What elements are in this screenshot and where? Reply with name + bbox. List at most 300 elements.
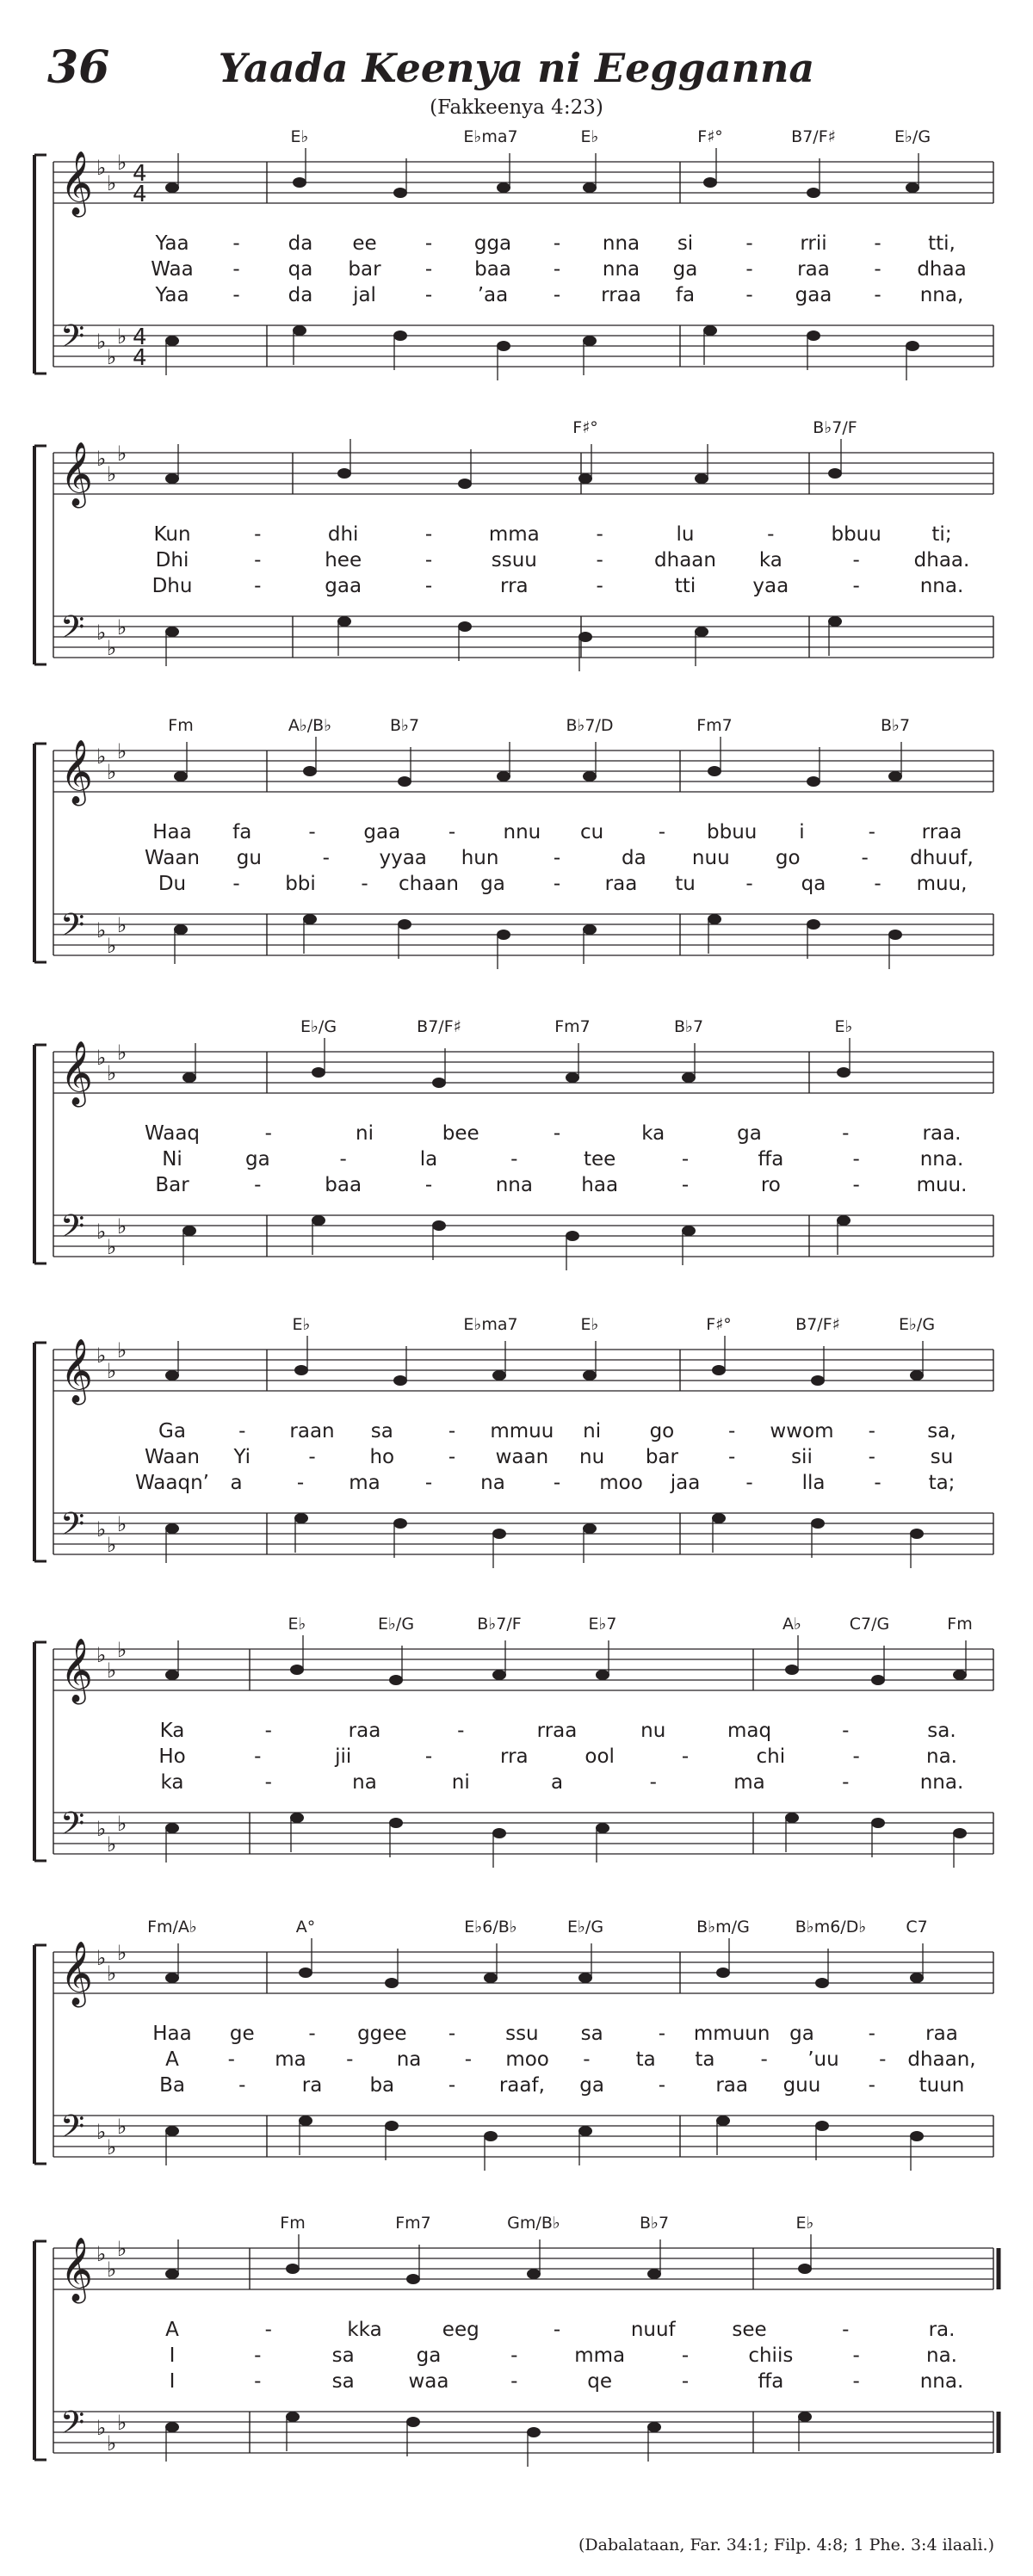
lyric-syllable: ro bbox=[760, 1174, 781, 1196]
treble-note bbox=[807, 776, 820, 787]
lyric-syllable: Ga bbox=[158, 1420, 186, 1442]
lyric-syllable: ni bbox=[356, 1122, 374, 1145]
lyric-syllable: cu bbox=[580, 821, 604, 843]
chord-symbol: B♭m6/D♭ bbox=[795, 1918, 867, 1937]
lyric-syllable: nu bbox=[579, 1446, 605, 1468]
bass-note bbox=[712, 1513, 726, 1523]
lyric-syllable: tee bbox=[583, 1148, 616, 1171]
bass-note bbox=[871, 1818, 885, 1828]
bass-note bbox=[286, 2412, 300, 2422]
key-signature-flat: ♭ bbox=[107, 760, 117, 784]
lyric-syllable: dhi bbox=[327, 523, 359, 546]
lyric-syllable: ka bbox=[160, 1771, 184, 1794]
chord-symbol: B♭7 bbox=[880, 716, 911, 735]
lyric-syllable: ’aa bbox=[477, 284, 509, 306]
lyric-syllable: sa. bbox=[927, 1720, 956, 1742]
lyric-hyphen: - bbox=[464, 2048, 472, 2071]
lyric-hyphen: - bbox=[874, 284, 881, 306]
bass-note bbox=[682, 1226, 696, 1236]
treble-note bbox=[497, 771, 510, 781]
lyric-hyphen: - bbox=[424, 1745, 433, 1768]
bass-note bbox=[393, 330, 407, 341]
lyric-hyphen: - bbox=[681, 1148, 690, 1171]
lyric-syllable: nna bbox=[602, 232, 640, 255]
treble-note bbox=[165, 1973, 179, 1983]
lyric-syllable: mmuun bbox=[693, 2023, 770, 2045]
lyric-hyphen: - bbox=[842, 1122, 850, 1145]
chord-symbol: B♭m/G bbox=[696, 1918, 750, 1937]
treble-note bbox=[293, 177, 306, 188]
treble-note bbox=[695, 473, 708, 484]
lyric-hyphen: - bbox=[232, 232, 240, 255]
key-signature-flat: ♭ bbox=[117, 615, 127, 639]
lyric-syllable: tu bbox=[675, 873, 696, 895]
chord-symbol: B7/F♯ bbox=[791, 127, 836, 146]
treble-note bbox=[828, 468, 842, 479]
lyric-hyphen: - bbox=[852, 2344, 860, 2367]
bass-clef: 𝄢 bbox=[60, 2109, 85, 2153]
chord-symbol: B♭7/F bbox=[813, 418, 857, 437]
lyric-syllable: raa bbox=[715, 2074, 748, 2097]
staff-system bbox=[0, 733, 1033, 1009]
treble-note bbox=[389, 1675, 403, 1685]
lyric-syllable: bbi bbox=[285, 873, 316, 895]
treble-note bbox=[910, 1370, 924, 1381]
lyric-syllable: Du bbox=[158, 873, 187, 895]
chord-symbol: Fm/A♭ bbox=[147, 1918, 197, 1937]
key-signature-flat: ♭ bbox=[96, 918, 107, 942]
bass-note bbox=[583, 336, 597, 346]
lyric-syllable: nna. bbox=[919, 2370, 964, 2393]
chord-symbol: A♭ bbox=[782, 1615, 801, 1634]
lyric-hyphen: - bbox=[596, 575, 603, 597]
treble-clef: 𝄞 bbox=[60, 1639, 93, 1702]
bass-note bbox=[458, 621, 472, 632]
chord-symbol: Gm/B♭ bbox=[507, 2214, 560, 2233]
chord-symbol: C7/G bbox=[849, 1615, 890, 1634]
lyric-syllable: jal bbox=[353, 284, 376, 306]
treble-note bbox=[578, 1973, 592, 1983]
bass-note bbox=[293, 325, 306, 336]
lyric-hyphen: - bbox=[339, 1148, 347, 1171]
bass-note bbox=[785, 1813, 799, 1823]
key-signature-flat: ♭ bbox=[96, 1517, 107, 1541]
key-signature-flat: ♭ bbox=[96, 1643, 107, 1667]
time-signature: 4 bbox=[133, 182, 147, 207]
bass-note bbox=[174, 924, 188, 935]
lyric-syllable: na bbox=[352, 1771, 377, 1794]
lyric-syllable: ga bbox=[672, 258, 698, 281]
lyric-syllable: ssu bbox=[505, 2023, 539, 2045]
lyric-syllable: lu bbox=[676, 523, 695, 546]
lyric-hyphen: - bbox=[868, 1446, 875, 1468]
key-signature-flat: ♭ bbox=[96, 621, 107, 645]
lyric-syllable: waan bbox=[495, 1446, 549, 1468]
lyric-syllable: tti bbox=[674, 575, 696, 597]
hymn-title: Yaada Keenya ni Eegganna bbox=[218, 45, 815, 91]
lyric-hyphen: - bbox=[596, 523, 603, 546]
lyric-syllable: Kun bbox=[153, 523, 191, 546]
treble-note bbox=[716, 1968, 730, 1978]
lyric-hyphen: - bbox=[264, 2319, 272, 2341]
bass-note bbox=[165, 627, 179, 637]
lyric-hyphen: - bbox=[238, 2074, 246, 2097]
lyric-syllable: gu bbox=[236, 847, 262, 869]
lyric-syllable: lla bbox=[801, 1472, 826, 1494]
staff-system bbox=[0, 1632, 1033, 1907]
key-signature-flat: ♭ bbox=[117, 1812, 127, 1836]
chord-symbol: C7 bbox=[906, 1918, 928, 1937]
chord-symbol: B♭7 bbox=[639, 2214, 670, 2233]
key-signature-flat: ♭ bbox=[117, 2237, 127, 2261]
bass-note bbox=[398, 919, 411, 930]
key-signature-flat: ♭ bbox=[117, 1041, 127, 1065]
treble-note bbox=[682, 1072, 696, 1083]
bass-note bbox=[303, 914, 317, 924]
treble-note bbox=[953, 1670, 967, 1680]
bass-note bbox=[953, 1828, 967, 1838]
lyric-syllable: su bbox=[930, 1446, 954, 1468]
lyric-hyphen: - bbox=[254, 549, 262, 571]
lyric-hyphen: - bbox=[553, 873, 561, 895]
lyric-syllable: ool bbox=[585, 1745, 615, 1768]
lyric-hyphen: - bbox=[842, 1720, 850, 1742]
key-signature-flat: ♭ bbox=[96, 2242, 107, 2266]
lyric-syllable: sii bbox=[791, 1446, 813, 1468]
lyric-hyphen: - bbox=[874, 232, 881, 255]
key-signature-flat: ♭ bbox=[117, 739, 127, 763]
lyric-syllable: rrii bbox=[800, 232, 827, 255]
lyric-hyphen: - bbox=[238, 1420, 246, 1442]
lyric-hyphen: - bbox=[254, 523, 262, 546]
lyric-syllable: raaf, bbox=[498, 2074, 545, 2097]
key-signature-flat: ♭ bbox=[107, 1659, 117, 1683]
bass-note bbox=[578, 632, 592, 642]
lyric-hyphen: - bbox=[308, 821, 316, 843]
staff-system bbox=[0, 1035, 1033, 1310]
bass-note bbox=[910, 2131, 924, 2141]
lyric-hyphen: - bbox=[254, 2370, 262, 2393]
chord-symbol: B♭7/F bbox=[477, 1615, 522, 1634]
lyric-syllable: kka bbox=[347, 2319, 382, 2341]
bass-note bbox=[497, 930, 510, 940]
lyric-hyphen: - bbox=[852, 1174, 860, 1196]
lyric-syllable: ni bbox=[583, 1420, 602, 1442]
lyric-syllable: Waan bbox=[144, 1446, 201, 1468]
key-signature-flat: ♭ bbox=[107, 462, 117, 486]
lyric-hyphen: - bbox=[681, 1174, 690, 1196]
treble-note bbox=[286, 2264, 300, 2274]
lyric-syllable: ma bbox=[275, 2048, 306, 2071]
key-signature-flat: ♭ bbox=[107, 1533, 117, 1557]
lyric-syllable: na. bbox=[926, 1745, 957, 1768]
lyric-syllable: bbuu bbox=[706, 821, 758, 843]
treble-note bbox=[906, 182, 919, 193]
bass-note bbox=[290, 1813, 304, 1823]
lyric-hyphen: - bbox=[553, 284, 561, 306]
lyric-hyphen: - bbox=[583, 2048, 591, 2071]
bass-note bbox=[828, 616, 842, 627]
treble-note bbox=[910, 1973, 924, 1983]
lyric-syllable: da bbox=[288, 284, 313, 306]
lyric-syllable: chi bbox=[756, 1745, 786, 1768]
chord-symbol: B♭7/D bbox=[566, 716, 614, 735]
key-signature-flat: ♭ bbox=[96, 1946, 107, 1970]
lyric-syllable: gaa bbox=[325, 575, 362, 597]
treble-note bbox=[406, 2274, 420, 2284]
lyric-syllable: rra bbox=[500, 575, 529, 597]
treble-clef: 𝄞 bbox=[60, 442, 93, 506]
lyric-syllable: Ni bbox=[162, 1148, 182, 1171]
bass-clef: 𝄢 bbox=[60, 907, 85, 951]
lyric-syllable: haa bbox=[581, 1174, 619, 1196]
lyric-syllable: Dhi bbox=[155, 549, 189, 571]
lyric-syllable: na bbox=[480, 1472, 505, 1494]
lyric-syllable: a bbox=[550, 1771, 564, 1794]
lyric-syllable: ka bbox=[758, 549, 782, 571]
lyric-syllable: i bbox=[799, 821, 805, 843]
hymn-number: 36 bbox=[47, 41, 110, 94]
lyric-syllable: wwom bbox=[770, 1420, 834, 1442]
lyric-hyphen: - bbox=[448, 1420, 456, 1442]
treble-note bbox=[807, 188, 820, 198]
lyric-syllable: nna bbox=[602, 258, 640, 281]
lyric-hyphen: - bbox=[868, 821, 875, 843]
chord-symbol: Fm7 bbox=[696, 716, 733, 735]
bass-note bbox=[527, 2427, 541, 2437]
lyric-syllable: tti, bbox=[928, 232, 956, 255]
key-signature-flat: ♭ bbox=[96, 1220, 107, 1244]
key-signature-flat: ♭ bbox=[107, 2431, 117, 2456]
bass-note bbox=[811, 1518, 825, 1529]
lyric-hyphen: - bbox=[745, 232, 753, 255]
treble-note bbox=[165, 1370, 179, 1381]
bass-note bbox=[165, 2422, 179, 2432]
chord-symbol: E♭6/B♭ bbox=[464, 1918, 517, 1937]
bass-note bbox=[165, 1523, 179, 1534]
treble-note bbox=[165, 182, 179, 193]
lyric-hyphen: - bbox=[457, 1720, 465, 1742]
lyric-syllable: nna, bbox=[919, 284, 964, 306]
lyric-syllable: ba bbox=[369, 2074, 395, 2097]
key-signature-flat: ♭ bbox=[96, 1817, 107, 1841]
bass-note bbox=[337, 616, 351, 627]
lyric-syllable: ssuu bbox=[491, 549, 537, 571]
lyric-syllable: sa bbox=[370, 1420, 393, 1442]
bass-clef: 𝄢 bbox=[60, 609, 85, 653]
lyric-syllable: raa. bbox=[922, 1122, 962, 1145]
treble-note bbox=[165, 2269, 179, 2279]
lyric-syllable: bee bbox=[442, 1122, 479, 1145]
key-signature-flat: ♭ bbox=[107, 1359, 117, 1383]
staff-system bbox=[0, 436, 1033, 711]
lyric-hyphen: - bbox=[767, 523, 775, 546]
time-signature: 4 bbox=[133, 324, 147, 350]
lyric-hyphen: - bbox=[852, 549, 860, 571]
lyric-hyphen: - bbox=[254, 1745, 262, 1768]
lyric-syllable: Haa bbox=[152, 2023, 192, 2045]
lyric-hyphen: - bbox=[264, 1771, 272, 1794]
lyric-hyphen: - bbox=[227, 2048, 235, 2071]
lyric-hyphen: - bbox=[232, 284, 240, 306]
lyric-syllable: rra bbox=[500, 1745, 529, 1768]
lyric-hyphen: - bbox=[308, 2023, 316, 2045]
treble-note bbox=[312, 1067, 325, 1078]
lyric-syllable: ’uu bbox=[807, 2048, 839, 2071]
treble-note bbox=[708, 766, 721, 776]
chord-symbol: B7/F♯ bbox=[417, 1017, 461, 1036]
treble-clef: 𝄞 bbox=[60, 2238, 93, 2301]
lyric-syllable: tuun bbox=[919, 2074, 965, 2097]
bass-note bbox=[432, 1220, 446, 1231]
lyric-syllable: ga bbox=[579, 2074, 604, 2097]
chord-symbol: E♭/G bbox=[300, 1017, 337, 1036]
lyric-syllable: I bbox=[169, 2344, 176, 2367]
lyric-syllable: Ba bbox=[159, 2074, 185, 2097]
lyric-syllable: eeg bbox=[442, 2319, 479, 2341]
key-signature-flat: ♭ bbox=[96, 156, 107, 180]
lyric-syllable: ga bbox=[737, 1122, 762, 1145]
lyric-hyphen: - bbox=[424, 549, 433, 571]
lyric-hyphen: - bbox=[346, 2048, 354, 2071]
lyric-syllable: nna. bbox=[919, 575, 964, 597]
lyric-syllable: chiis bbox=[748, 2344, 794, 2367]
bass-note bbox=[385, 2121, 399, 2131]
chord-symbol: A° bbox=[295, 1918, 316, 1937]
key-signature-flat: ♭ bbox=[107, 1235, 117, 1259]
chord-symbol: F♯° bbox=[572, 418, 598, 437]
lyric-syllable: yyaa bbox=[379, 847, 427, 869]
credit-line: (Dabalataan, Far. 34:1; Filp. 4:8; 1 Phe. 3:4 ilaali.) bbox=[578, 2536, 994, 2554]
treble-note bbox=[492, 1370, 506, 1381]
lyric-syllable: go bbox=[775, 847, 801, 869]
bass-clef: 𝄢 bbox=[60, 1208, 85, 1252]
bass-note bbox=[299, 2116, 312, 2126]
chord-symbol: E♭/G bbox=[566, 1918, 604, 1937]
treble-clef: 𝄞 bbox=[60, 740, 93, 804]
lyric-syllable: nna. bbox=[919, 1148, 964, 1171]
chord-symbol: B♭7 bbox=[673, 1017, 704, 1036]
lyric-syllable: Waan bbox=[144, 847, 201, 869]
key-signature-flat: ♭ bbox=[107, 171, 117, 195]
lyric-hyphen: - bbox=[879, 2048, 887, 2071]
key-signature-flat: ♭ bbox=[107, 1061, 117, 1085]
lyric-hyphen: - bbox=[745, 873, 753, 895]
lyric-syllable: A bbox=[165, 2048, 179, 2071]
lyric-syllable: baa bbox=[474, 258, 511, 281]
lyric-syllable: ra bbox=[301, 2074, 323, 2097]
lyric-syllable: dhaa bbox=[917, 258, 967, 281]
chord-symbol: B7/F♯ bbox=[795, 1315, 840, 1334]
lyric-hyphen: - bbox=[842, 2319, 850, 2341]
treble-note bbox=[583, 1370, 597, 1381]
chord-symbol: E♭ma7 bbox=[463, 1315, 518, 1334]
treble-note bbox=[596, 1670, 609, 1680]
lyric-hyphen: - bbox=[510, 2370, 518, 2393]
lyric-syllable: hun bbox=[461, 847, 499, 869]
lyric-syllable: nuu bbox=[691, 847, 730, 869]
lyric-hyphen: - bbox=[424, 232, 433, 255]
lyric-syllable: Dhu bbox=[152, 575, 193, 597]
key-signature-flat: ♭ bbox=[107, 345, 117, 369]
chord-symbol: F♯° bbox=[706, 1315, 732, 1334]
lyric-hyphen: - bbox=[728, 1420, 736, 1442]
bass-clef: 𝄢 bbox=[60, 2405, 85, 2449]
lyric-syllable: Waa bbox=[151, 258, 194, 281]
lyric-syllable: ra. bbox=[928, 2319, 956, 2341]
lyric-syllable: ga bbox=[789, 2023, 814, 2045]
treble-note bbox=[527, 2269, 541, 2279]
lyric-hyphen: - bbox=[232, 873, 240, 895]
lyric-syllable: mma bbox=[488, 523, 540, 546]
bass-note bbox=[182, 1226, 196, 1236]
lyric-hyphen: - bbox=[852, 2370, 860, 2393]
bass-note bbox=[492, 1828, 506, 1838]
lyric-hyphen: - bbox=[264, 1720, 272, 1742]
treble-note bbox=[492, 1670, 506, 1680]
staff-system bbox=[0, 1332, 1033, 1608]
lyric-syllable: bar bbox=[645, 1446, 678, 1468]
bass-note bbox=[837, 1215, 851, 1226]
chord-symbol: E♭/G bbox=[894, 127, 931, 146]
key-signature-flat: ♭ bbox=[117, 1941, 127, 1965]
lyric-syllable: ho bbox=[369, 1446, 395, 1468]
chord-symbol: Fm7 bbox=[395, 2214, 431, 2233]
lyric-hyphen: - bbox=[874, 873, 881, 895]
treble-note bbox=[712, 1365, 726, 1375]
bass-note bbox=[165, 2126, 179, 2136]
treble-note bbox=[815, 1978, 829, 1988]
treble-note bbox=[398, 776, 411, 787]
lyric-syllable: raa bbox=[797, 258, 830, 281]
lyric-hyphen: - bbox=[852, 1745, 860, 1768]
bass-clef: 𝄢 bbox=[60, 1806, 85, 1850]
lyric-syllable: rraa bbox=[921, 821, 962, 843]
lyric-syllable: qe bbox=[587, 2370, 613, 2393]
lyric-syllable: moo bbox=[599, 1472, 643, 1494]
lyric-syllable: dhaan, bbox=[907, 2048, 976, 2071]
bass-note bbox=[497, 341, 510, 351]
lyric-syllable: muu. bbox=[916, 1174, 968, 1196]
lyric-syllable: Yaa bbox=[155, 232, 189, 255]
lyric-syllable: raa bbox=[348, 1720, 381, 1742]
treble-note bbox=[785, 1665, 799, 1675]
lyric-hyphen: - bbox=[510, 2344, 518, 2367]
key-signature-flat: ♭ bbox=[107, 1832, 117, 1856]
bass-note bbox=[492, 1529, 506, 1539]
lyric-hyphen: - bbox=[649, 1771, 657, 1794]
lyric-hyphen: - bbox=[296, 1472, 305, 1494]
lyric-hyphen: - bbox=[553, 2319, 561, 2341]
key-signature-flat: ♭ bbox=[96, 2120, 107, 2144]
treble-clef: 𝄞 bbox=[60, 1339, 93, 1403]
lyric-syllable: ga bbox=[416, 2344, 442, 2367]
lyric-syllable: guu bbox=[782, 2074, 821, 2097]
bass-note bbox=[708, 914, 721, 924]
lyric-syllable: mmuu bbox=[490, 1420, 554, 1442]
lyric-syllable: jii bbox=[335, 1745, 352, 1768]
treble-clef: 𝄞 bbox=[60, 1942, 93, 2005]
treble-note bbox=[165, 1670, 179, 1680]
lyric-hyphen: - bbox=[361, 873, 368, 895]
chord-symbol: E♭ bbox=[834, 1017, 853, 1036]
chord-symbol: Fm bbox=[947, 1615, 973, 1634]
lyric-syllable: ga bbox=[480, 873, 505, 895]
lyric-syllable: go bbox=[649, 1420, 675, 1442]
lyric-syllable: Ka bbox=[159, 1720, 185, 1742]
treble-note bbox=[703, 177, 717, 188]
lyric-hyphen: - bbox=[681, 2344, 690, 2367]
